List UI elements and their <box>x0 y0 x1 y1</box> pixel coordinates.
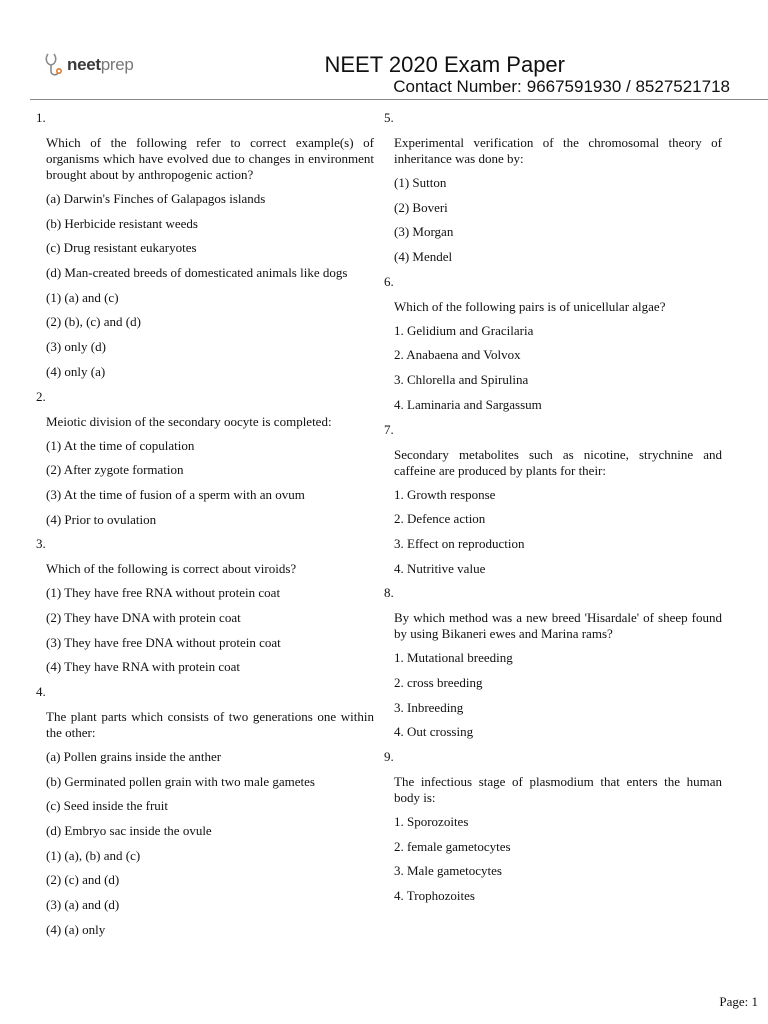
contact-label: Contact Number: <box>393 77 522 96</box>
answer-option: 2. cross breeding <box>394 674 483 690</box>
answer-option: (c) Drug resistant eukaryotes <box>46 240 197 256</box>
question-text: Which of the following pairs is of unicellular algae? <box>394 298 666 314</box>
question-block <box>36 684 374 938</box>
question-text: Meiotic division of the secondary oocyte is completed: <box>46 413 332 429</box>
answer-option: (d) Embryo sac inside the ovule <box>46 823 212 839</box>
answer-option: (a) Pollen grains inside the anther <box>46 749 222 764</box>
answer-option: (d) Man-created breeds of domesticated animals like dogs <box>46 265 348 281</box>
answer-option: (3) At the time of fusion of a sperm with an ovum <box>46 486 305 502</box>
question-text: Experimental verification of the chromosomal theory of inheritance was done by: <box>394 135 722 166</box>
question-number: 3. <box>36 536 46 552</box>
question-number: 7. <box>384 421 394 437</box>
question-text: The infectious stage of plasmodium that enters the human body is: <box>394 774 722 805</box>
answer-option: (a) Darwin's Finches of Galapagos islands <box>46 191 266 206</box>
header-divider <box>30 99 768 100</box>
neetprep-logo <box>44 52 134 78</box>
answer-option: 3. Inbreeding <box>394 699 464 715</box>
answer-option: (4) only (a) <box>46 363 106 379</box>
answer-option: (1) (a) and (c) <box>46 289 119 305</box>
page-number: Page: 1 <box>719 994 758 1009</box>
answer-option: 1. Gelidium and Gracilaria <box>394 322 534 338</box>
contact-number <box>393 77 730 97</box>
answer-option: 4. Laminaria and Sargassum <box>394 396 542 412</box>
question-number: 1. <box>36 110 46 125</box>
answer-option: 2. Anabaena and Volvox <box>394 347 521 363</box>
question-block <box>384 110 722 265</box>
question-block <box>36 389 374 528</box>
answer-option: (2) After zygote formation <box>46 462 184 478</box>
answer-option: 2. female gametocytes <box>394 838 511 854</box>
answer-option: (3) They have free DNA without protein coat <box>46 634 281 650</box>
question-text: Which of the following refer to correct example(s) of organisms which have evolved due to changes in environment brought about by anthropogenic action? <box>46 135 374 182</box>
left-column <box>36 110 374 947</box>
answer-option: 3. Male gametocytes <box>394 863 502 879</box>
answer-option: (1) (a), (b) and (c) <box>46 847 141 863</box>
answer-option: 4. Nutritive value <box>394 560 486 576</box>
answer-option: (1) They have free RNA without protein coat <box>46 585 281 601</box>
answer-option: 1. Growth response <box>394 486 496 502</box>
answer-option: (4) Mendel <box>394 249 453 265</box>
question-text: Which of the following is correct about viroids? <box>46 561 297 577</box>
question-number: 8. <box>384 585 394 601</box>
answer-option: 3. Chlorella and Spirulina <box>394 372 529 388</box>
question-number: 4. <box>36 684 46 699</box>
question-number: 6. <box>384 273 394 289</box>
answer-option: (3) (a) and (d) <box>46 897 120 913</box>
question-number: 5. <box>384 110 394 125</box>
answer-option: (1) Sutton <box>394 175 447 190</box>
logo-neet: neet <box>67 55 101 74</box>
answer-option: (2) They have DNA with protein coat <box>46 609 241 625</box>
answer-option: 2. Defence action <box>394 511 486 527</box>
question-block <box>384 749 722 904</box>
answer-option: (4) They have RNA with protein coat <box>46 659 240 675</box>
question-number: 9. <box>384 749 394 764</box>
answer-option: 4. Trophozoites <box>394 888 475 904</box>
answer-option: (2) (b), (c) and (d) <box>46 314 141 330</box>
stethoscope-icon <box>44 52 66 78</box>
question-text: The plant parts which consists of two generations one within the other: <box>46 709 374 740</box>
answer-option: (4) (a) only <box>46 921 106 937</box>
answer-option: 3. Effect on reproduction <box>394 535 525 551</box>
answer-option: (c) Seed inside the fruit <box>46 798 169 814</box>
answer-option: (b) Herbicide resistant weeds <box>46 215 198 231</box>
answer-option: (1) At the time of copulation <box>46 437 195 453</box>
logo-wordmark <box>67 55 134 75</box>
answer-option: (b) Germinated pollen grain with two male gametes <box>46 773 315 789</box>
answer-option: 4. Out crossing <box>394 724 474 740</box>
question-block <box>36 110 374 380</box>
answer-option: 1. Sporozoites <box>394 814 469 829</box>
question-text: By which method was a new breed 'Hisardale' of sheep found by using Bikaneri ewes and Marina rams? <box>394 610 722 642</box>
contact-numbers: 9667591930 / 8527521718 <box>526 77 730 96</box>
question-block <box>384 585 722 740</box>
answer-option: (3) only (d) <box>46 339 106 355</box>
page-title: NEET 2020 Exam Paper <box>324 52 565 77</box>
question-block <box>36 536 374 675</box>
answer-option: (4) Prior to ovulation <box>46 511 157 527</box>
question-number: 2. <box>36 388 46 404</box>
answer-option: 1. Mutational breeding <box>394 650 513 666</box>
answer-option: (2) (c) and (d) <box>46 872 120 888</box>
answer-option: (3) Morgan <box>394 224 454 240</box>
answer-option: (2) Boveri <box>394 199 448 215</box>
right-column <box>384 110 722 913</box>
question-block <box>384 274 722 413</box>
logo-prep: prep <box>100 55 134 74</box>
question-block <box>384 422 722 577</box>
question-text: Secondary metabolites such as nicotine, strychnine and caffeine are produced by plants for their: <box>394 446 722 478</box>
